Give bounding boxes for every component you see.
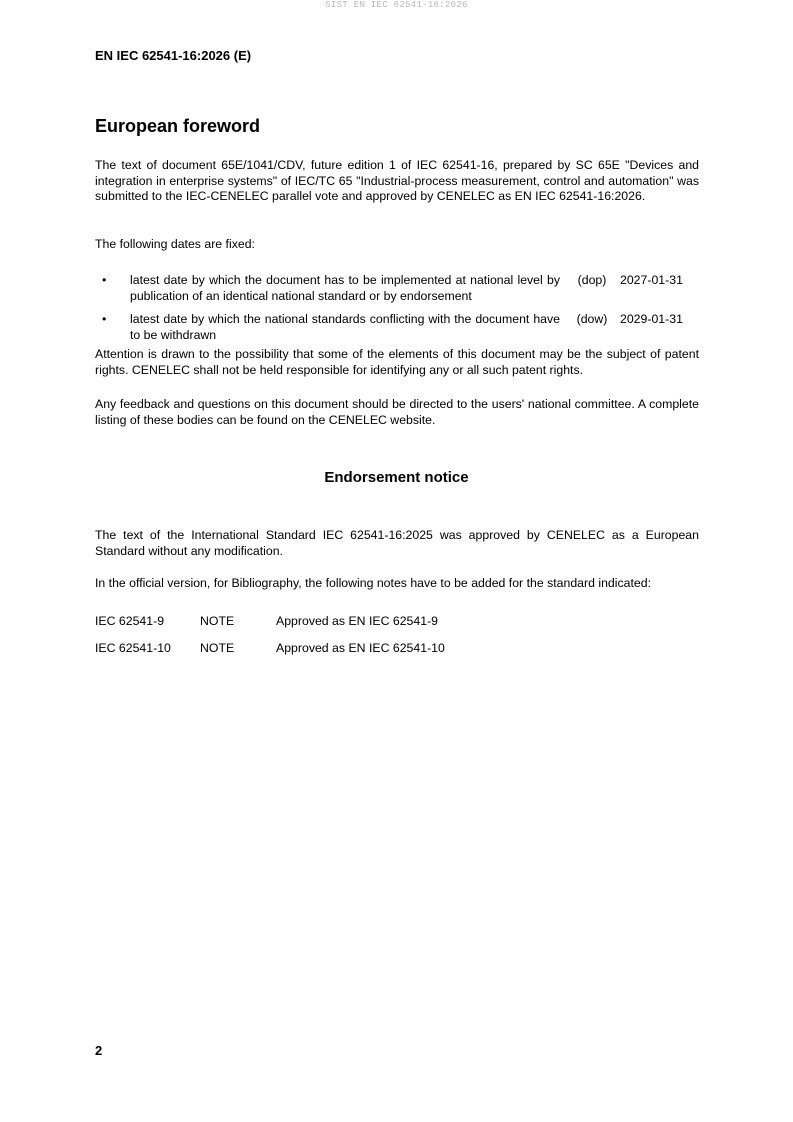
bullet-icon: • [102,273,107,287]
bullet-icon: • [102,312,107,326]
dates-intro-paragraph: The following dates are fixed: [95,237,255,251]
date-item-code: (dow) [576,312,608,326]
date-item-text: latest date by which the national standards conflicting with the document have to be withdrawn [130,312,560,342]
date-item-date: 2029-01-31 [620,312,683,326]
foreword-intro-paragraph: The text of document 65E/1041/CDV, future edition 1 of IEC 62541-16, prepared by SC 65E "Devices and integration in enterprise systems" of IEC/TC 65 "Industrial-process measurement, control and automation" was submitted to the IEC-CENELEC parallel vote and approved by CENELEC as EN IEC 62541-16:2026. [95,158,699,203]
patent-attention-paragraph: Attention is drawn to the possibility that some of the elements of this document may be the subject of patent rights. CENELEC shall not be held responsible for identifying any or all such patent rights. [95,347,699,377]
official-version-paragraph: In the official version, for Bibliography, the following notes have to be added for the standard indicated: [95,576,651,590]
endorsement-title: Endorsement notice [324,469,469,486]
endorsement-paragraph: The text of the International Standard IEC 62541-16:2025 was approved by CENELEC as a European Standard without any modification. [95,528,699,558]
date-item-code: (dop) [577,273,607,287]
note-standard: IEC 62541-9 [95,614,165,628]
document-header: EN IEC 62541-16:2026 (E) [95,48,252,63]
date-item-dop [95,273,699,305]
watermark: SIST EN IEC 62541-16:2026 [325,0,468,10]
date-item-dow [95,312,699,344]
date-item-date: 2027-01-31 [620,273,683,287]
date-item-text: latest date by which the document has to be implemented at national level by publication of an identical national standard or by endorsement [130,273,560,303]
note-standard: IEC 62541-10 [95,641,171,655]
page-number: 2 [95,1043,103,1058]
note-text: Approved as EN IEC 62541-10 [276,641,445,655]
note-label: NOTE [200,641,235,655]
foreword-title: European foreword [95,116,261,136]
note-text: Approved as EN IEC 62541-9 [276,614,439,628]
feedback-paragraph: Any feedback and questions on this document should be directed to the users' national committee. A complete listing of these bodies can be found on the CENELEC website. [95,397,699,427]
note-label: NOTE [200,614,235,628]
